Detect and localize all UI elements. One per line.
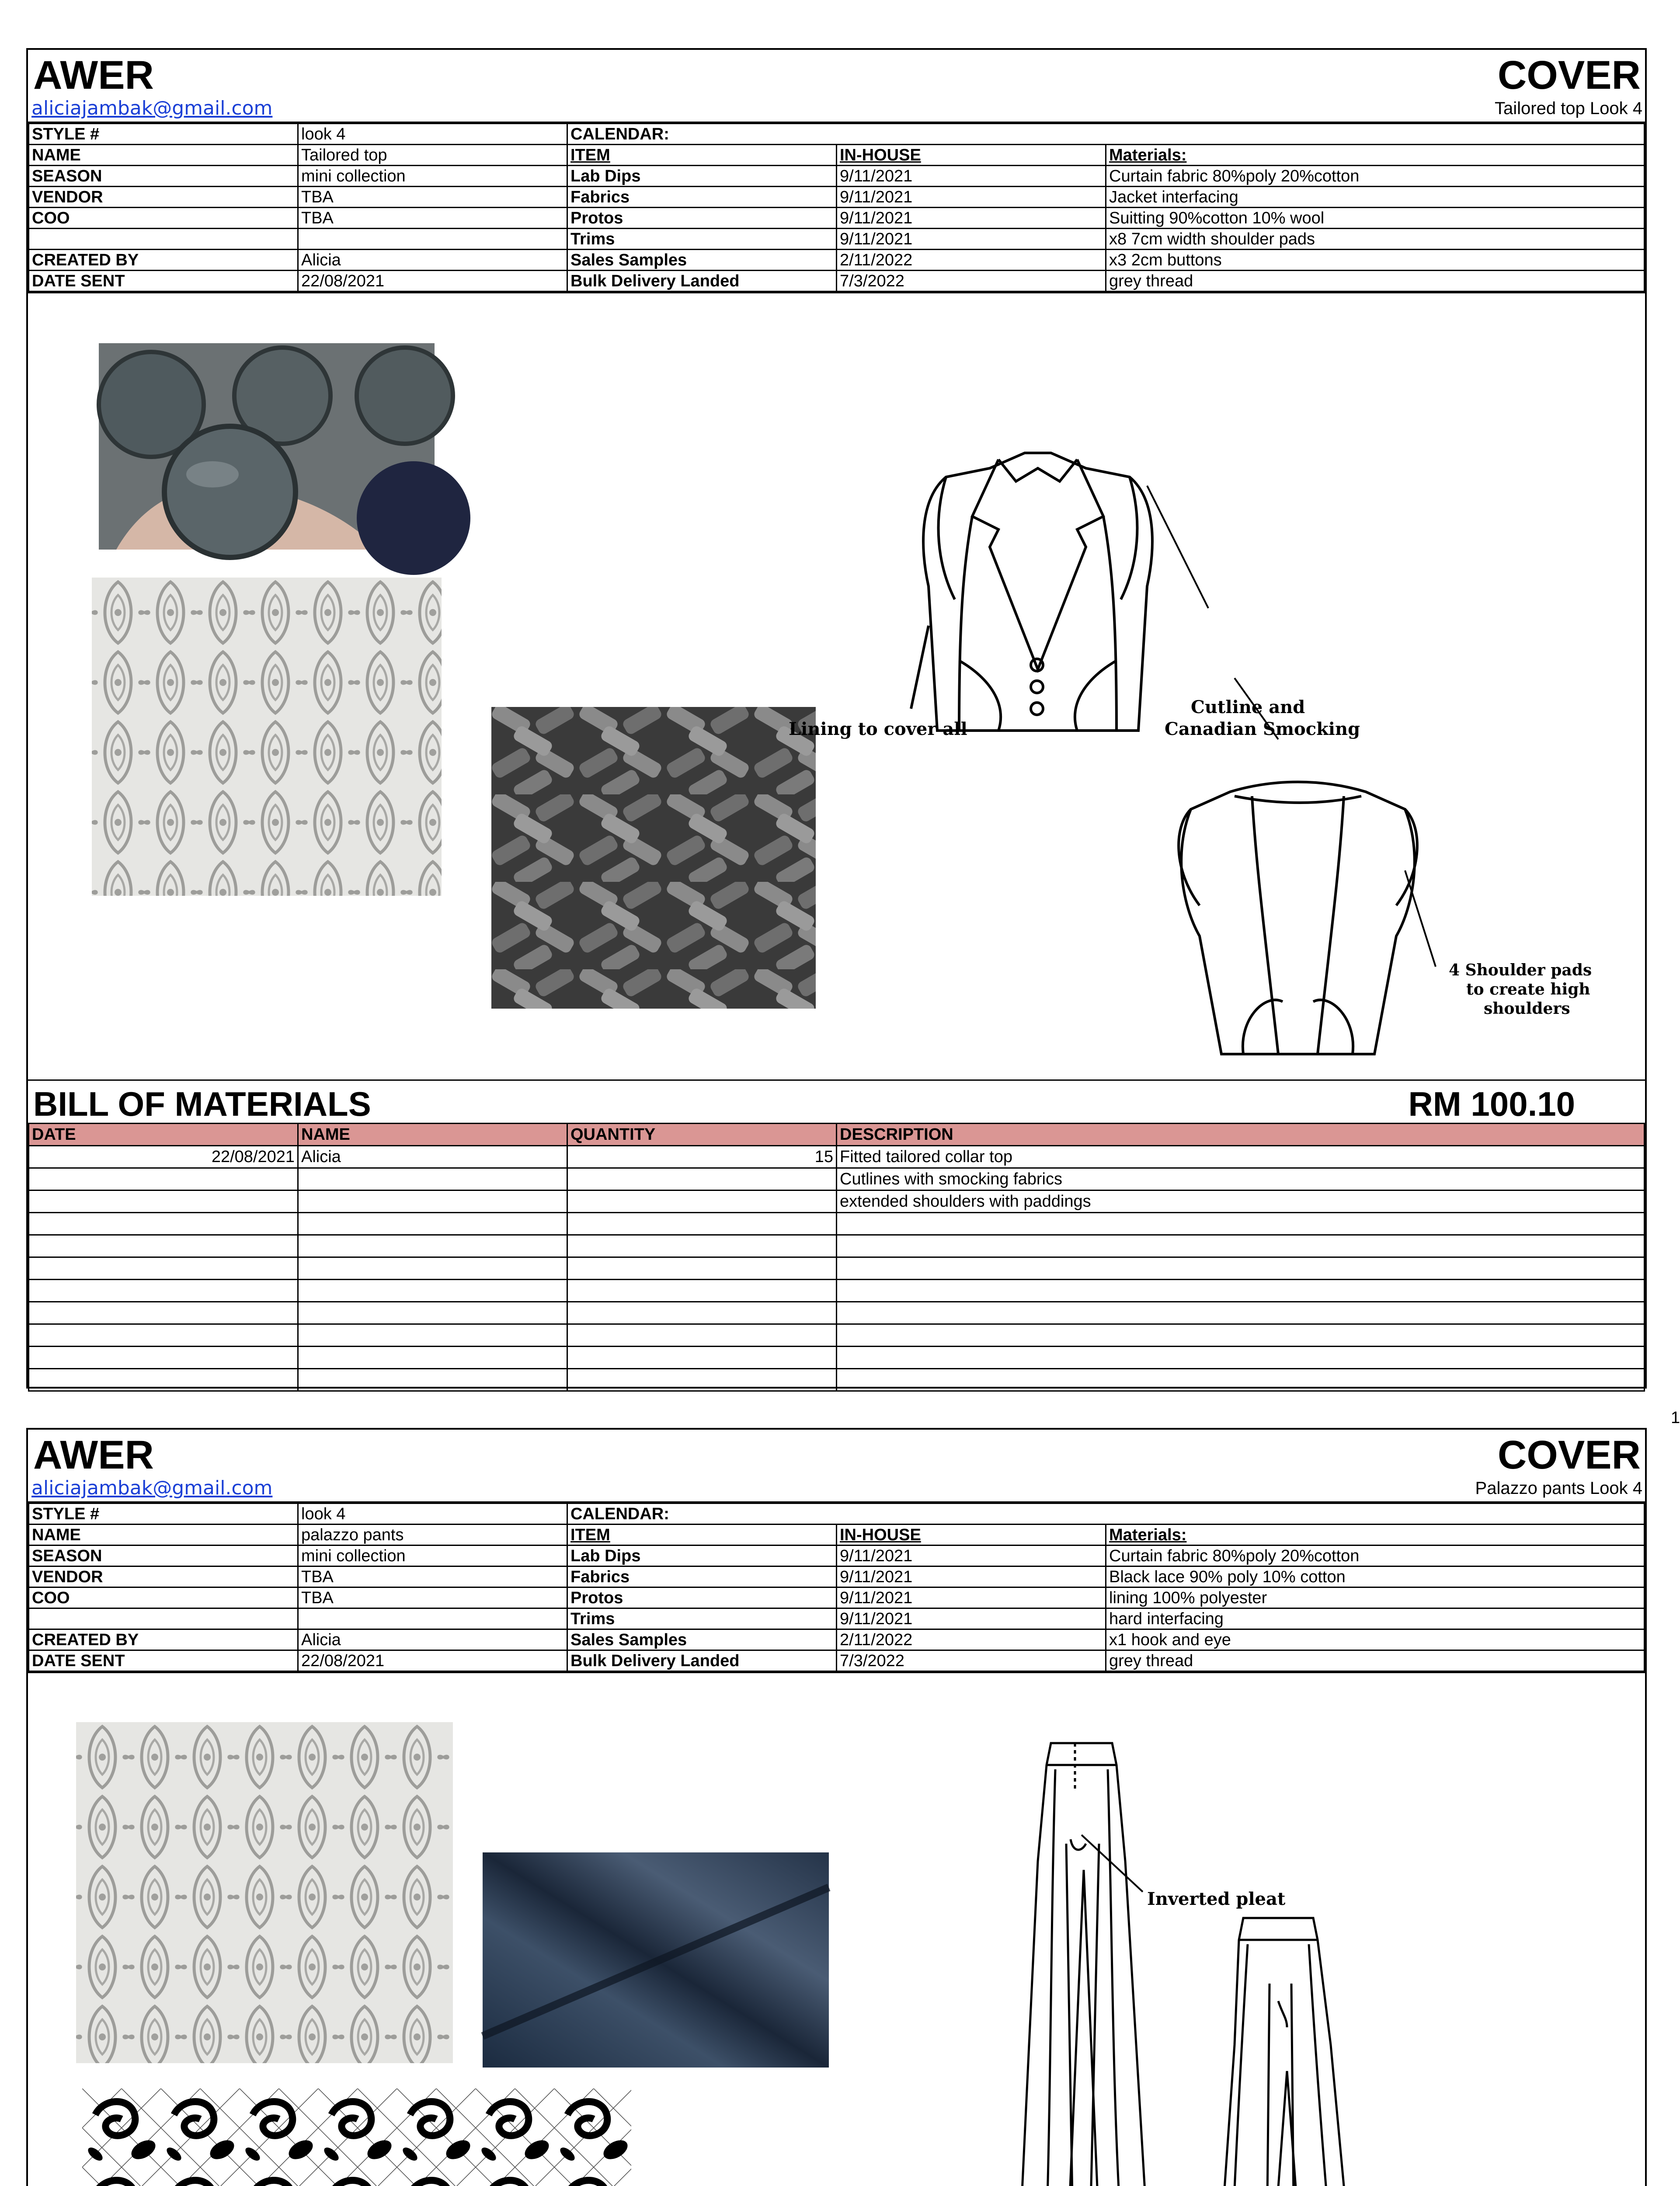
- buttons-swatch-image: [99, 343, 435, 550]
- style-info-table: [28, 1503, 1645, 1672]
- cal-material: lining 100% polyester: [1106, 1587, 1645, 1608]
- empty-cell: [29, 1608, 298, 1629]
- cal-item: Sales Samples: [567, 1629, 837, 1650]
- date-sent-value: 22/08/2021: [298, 1650, 567, 1671]
- bom-price: RM 100.10: [1408, 1085, 1575, 1123]
- inhouse-header: IN-HOUSE: [837, 1525, 1106, 1546]
- bom-name: [298, 1168, 567, 1190]
- cal-item: Trims: [567, 229, 837, 250]
- annotation-shoulder-pads-3: shoulders: [1484, 999, 1570, 1018]
- cal-date: 9/11/2021: [837, 208, 1106, 229]
- cal-material: x3 2cm buttons: [1106, 250, 1645, 271]
- cal-date: 9/11/2021: [837, 166, 1106, 187]
- style-value: look 4: [298, 124, 567, 145]
- season-value: mini collection: [298, 166, 567, 187]
- cal-material: grey thread: [1106, 271, 1645, 292]
- bom-qty: [567, 1190, 837, 1213]
- cal-item: Trims: [567, 1608, 837, 1629]
- annotation-lining: Lining to cover all: [789, 719, 967, 739]
- cover-subtitle: Palazzo pants Look 4: [1475, 1479, 1642, 1498]
- cal-material: Suitting 90%cotton 10% wool: [1106, 208, 1645, 229]
- brand-title: AWER: [33, 53, 154, 97]
- item-header: ITEM: [567, 1525, 837, 1546]
- email-link[interactable]: aliciajambak@gmail.com: [31, 1477, 273, 1499]
- cal-item: Sales Samples: [567, 250, 837, 271]
- bom-name: Alicia: [298, 1146, 567, 1168]
- cal-item: Lab Dips: [567, 166, 837, 187]
- spec-sheet-page-1: [26, 48, 1647, 1389]
- table-row: [29, 1257, 1645, 1280]
- bom-col-date: DATE: [29, 1124, 298, 1146]
- style-value: look 4: [298, 1504, 567, 1525]
- bom-qty: [567, 1168, 837, 1190]
- annotation-cutline: Cutline and: [1191, 697, 1305, 717]
- calendar-label: CALENDAR:: [567, 1504, 1645, 1525]
- bom-date: [29, 1168, 298, 1190]
- palazzo-pants-sketch: [981, 1739, 1593, 2186]
- name-label: NAME: [29, 145, 298, 166]
- bom-date: [29, 1190, 298, 1213]
- coo-label: COO: [29, 208, 298, 229]
- season-label: SEASON: [29, 1546, 298, 1566]
- cal-date: 9/11/2021: [837, 1566, 1106, 1587]
- date-sent-label: DATE SENT: [29, 1650, 298, 1671]
- black-lace-swatch-image: [82, 2089, 631, 2186]
- vendor-label: VENDOR: [29, 187, 298, 208]
- cal-material: Curtain fabric 80%poly 20%cotton: [1106, 1546, 1645, 1566]
- table-row: [29, 1324, 1645, 1347]
- damask-fabric-swatch-image: [76, 1722, 453, 2063]
- bom-date: 22/08/2021: [29, 1146, 298, 1168]
- cover-subtitle: Tailored top Look 4: [1494, 99, 1642, 118]
- design-area: [28, 1672, 1645, 2186]
- page-number-1: 1: [1671, 1409, 1680, 1427]
- cal-date: 9/11/2021: [837, 1608, 1106, 1629]
- table-row: [29, 1168, 1645, 1190]
- name-label: NAME: [29, 1525, 298, 1546]
- cal-material: x8 7cm width shoulder pads: [1106, 229, 1645, 250]
- date-sent-label: DATE SENT: [29, 271, 298, 292]
- cal-date: 2/11/2022: [837, 1629, 1106, 1650]
- cal-date: 7/3/2022: [837, 271, 1106, 292]
- cal-material: Black lace 90% poly 10% cotton: [1106, 1566, 1645, 1587]
- bom-header: [28, 1081, 1645, 1123]
- annotation-shoulder-pads: 4 Shoulder pads: [1449, 961, 1592, 979]
- bom-title: BILL OF MATERIALS: [33, 1085, 371, 1123]
- cal-date: 9/11/2021: [837, 1587, 1106, 1608]
- table-row: [29, 1213, 1645, 1235]
- bom-desc: extended shoulders with paddings: [837, 1190, 1645, 1213]
- materials-header: Materials:: [1106, 145, 1645, 166]
- coo-label: COO: [29, 1587, 298, 1608]
- tailored-top-sketch: [754, 433, 1592, 1089]
- cal-item: Lab Dips: [567, 1546, 837, 1566]
- created-value: Alicia: [298, 250, 567, 271]
- cal-material: hard interfacing: [1106, 1608, 1645, 1629]
- cal-item: Protos: [567, 1587, 837, 1608]
- table-row: [29, 1235, 1645, 1257]
- created-value: Alicia: [298, 1629, 567, 1650]
- cover-title: COVER: [1497, 1433, 1641, 1477]
- table-row: [29, 1347, 1645, 1369]
- annotation-smocking: Canadian Smocking: [1165, 719, 1360, 739]
- cal-date: 7/3/2022: [837, 1650, 1106, 1671]
- cal-material: Jacket interfacing: [1106, 187, 1645, 208]
- table-row: [29, 1302, 1645, 1324]
- bom-desc: Cutlines with smocking fabrics: [837, 1168, 1645, 1190]
- damask-fabric-swatch-image: [92, 578, 442, 896]
- item-header: ITEM: [567, 145, 837, 166]
- style-info-table: [28, 123, 1645, 292]
- vendor-value: TBA: [298, 1566, 567, 1587]
- bom-col-quantity: QUANTITY: [567, 1124, 837, 1146]
- cal-material: Curtain fabric 80%poly 20%cotton: [1106, 166, 1645, 187]
- table-row: [29, 1369, 1645, 1391]
- table-row: [29, 1146, 1645, 1168]
- empty-cell: [298, 229, 567, 250]
- bom-name: [298, 1190, 567, 1213]
- materials-header: Materials:: [1106, 1525, 1645, 1546]
- cal-item: Fabrics: [567, 1566, 837, 1587]
- lining-fabric-swatch-image: [483, 1852, 829, 2068]
- brand-title: AWER: [33, 1433, 154, 1477]
- cal-item: Protos: [567, 208, 837, 229]
- vendor-label: VENDOR: [29, 1566, 298, 1587]
- cover-title: COVER: [1497, 53, 1641, 97]
- style-label: STYLE #: [29, 1504, 298, 1525]
- cal-date: 2/11/2022: [837, 250, 1106, 271]
- cal-item: Bulk Delivery Landed: [567, 271, 837, 292]
- calendar-label: CALENDAR:: [567, 124, 1645, 145]
- name-value: Tailored top: [298, 145, 567, 166]
- cal-date: 9/11/2021: [837, 187, 1106, 208]
- style-label: STYLE #: [29, 124, 298, 145]
- coo-value: TBA: [298, 1587, 567, 1608]
- inhouse-header: IN-HOUSE: [837, 145, 1106, 166]
- bom-col-name: NAME: [298, 1124, 567, 1146]
- cal-date: 9/11/2021: [837, 1546, 1106, 1566]
- bom-table: [28, 1123, 1645, 1392]
- cal-item: Fabrics: [567, 187, 837, 208]
- created-label: CREATED BY: [29, 1629, 298, 1650]
- empty-cell: [298, 1608, 567, 1629]
- annotation-inverted-pleat: Inverted pleat: [1147, 1889, 1286, 1909]
- page-header: [28, 1430, 1645, 1503]
- cal-material: x1 hook and eye: [1106, 1629, 1645, 1650]
- coo-value: TBA: [298, 208, 567, 229]
- email-link[interactable]: aliciajambak@gmail.com: [31, 97, 273, 119]
- table-row: [29, 1190, 1645, 1213]
- bom-qty: 15: [567, 1146, 837, 1168]
- empty-cell: [29, 229, 298, 250]
- season-value: mini collection: [298, 1546, 567, 1566]
- annotation-shoulder-pads-2: to create high: [1466, 980, 1590, 999]
- vendor-value: TBA: [298, 187, 567, 208]
- design-area: [28, 292, 1645, 1081]
- page-header: [28, 50, 1645, 123]
- cal-item: Bulk Delivery Landed: [567, 1650, 837, 1671]
- bom-col-description: DESCRIPTION: [837, 1124, 1645, 1146]
- created-label: CREATED BY: [29, 250, 298, 271]
- spec-sheet-page-2: [26, 1428, 1647, 2186]
- date-sent-value: 22/08/2021: [298, 271, 567, 292]
- bom-desc: Fitted tailored collar top: [837, 1146, 1645, 1168]
- cal-date: 9/11/2021: [837, 229, 1106, 250]
- season-label: SEASON: [29, 166, 298, 187]
- cal-material: grey thread: [1106, 1650, 1645, 1671]
- name-value: palazzo pants: [298, 1525, 567, 1546]
- table-row: [29, 1280, 1645, 1302]
